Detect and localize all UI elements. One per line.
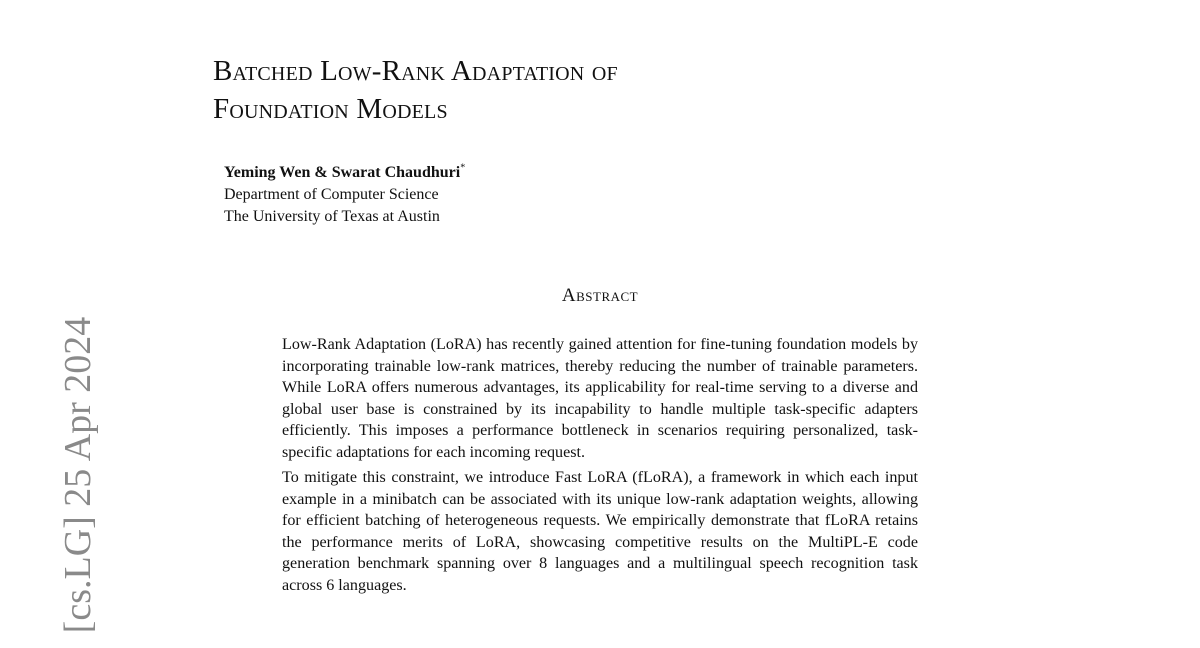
abstract-body bbox=[282, 334, 918, 600]
author-footnote-mark: * bbox=[460, 162, 466, 174]
abstract-paragraph-1: Low-Rank Adaptation (LoRA) has recently gained attention for fine-tuning foundation models by incorporating trainable low-rank matrices, thereby reducing the number of trainable parameters. While LoRA offers numerous advantages, its applicability for real-time serving to a diverse and global user base is constrained by its incapability to handle multiple task-specific adapters efficiently. This imposes a performance bottleneck in scenarios requiring personalized, task-specific adaptations for each incoming request. bbox=[282, 336, 918, 461]
title-line-2: Foundation Models bbox=[213, 93, 448, 125]
abstract-heading: Abstract bbox=[561, 285, 639, 306]
author-department: Department of Computer Science bbox=[224, 186, 439, 203]
abstract-paragraph-2: To mitigate this constraint, we introduce Fast LoRA (fLoRA), a framework in which each input example in a minibatch can be associated with its unique low-rank adaptation weights, allowing for efficient batching of heterogeneous requests. We empirically demonstrate that fLoRA retains the performance merits of LoRA, showcasing competitive results on the MultiPL-E code generation benchmark spanning over 8 languages and a multilingual speech recognition task across 6 languages. bbox=[282, 469, 918, 594]
title-line-1: Batched Low-Rank Adaptation of bbox=[213, 55, 618, 87]
author-university: The University of Texas at Austin bbox=[224, 208, 440, 225]
author-block bbox=[224, 162, 465, 228]
arxiv-stamp: [cs.LG] 25 Apr 2024 bbox=[57, 316, 99, 634]
paper-title bbox=[213, 52, 913, 128]
author-names: Yeming Wen & Swarat Chaudhuri bbox=[224, 164, 461, 181]
author-names-line bbox=[224, 162, 465, 184]
